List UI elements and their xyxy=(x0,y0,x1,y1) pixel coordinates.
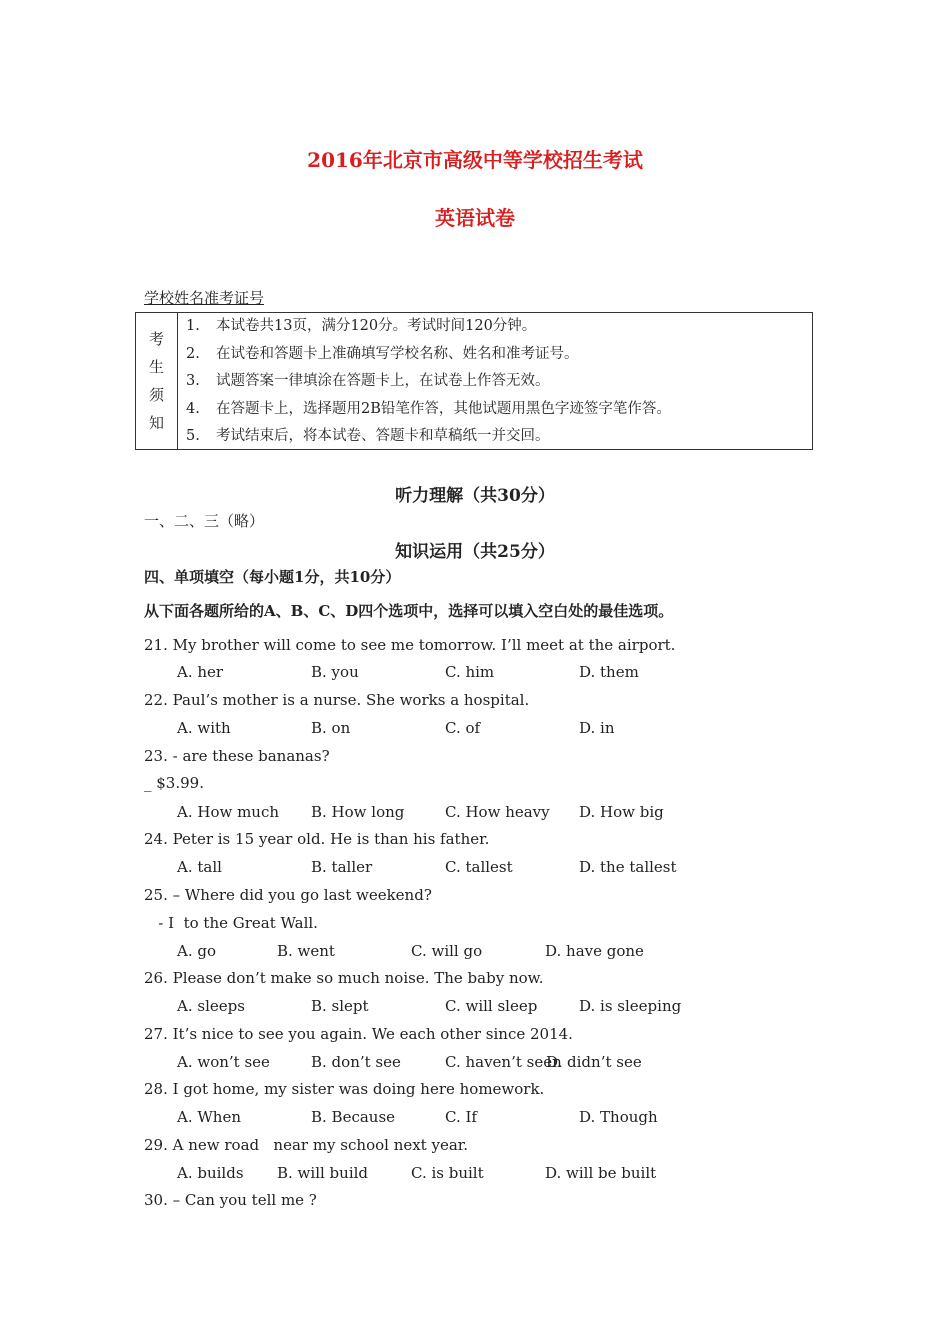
notice-item-number: 5. xyxy=(186,428,200,445)
option: B. went xyxy=(277,942,335,960)
option: A. builds xyxy=(177,1164,244,1182)
option: D. How big xyxy=(579,803,664,821)
exam-title: 2016年北京市高级中等学校招生考试 xyxy=(307,148,643,172)
question-stem-line: _ $3.99. xyxy=(144,774,204,792)
question-stem: 26. Please don’t make so much noise. The baby now. xyxy=(144,969,544,987)
instruction-text: 从下面各题所给的A、B、C、D四个选项中，选择可以填入空白处的最佳选项。 xyxy=(144,602,674,620)
option: D. will be built xyxy=(545,1164,657,1182)
question-stem: 30. – Can you tell me ? xyxy=(144,1191,317,1209)
question-stem: 21. My brother will come to see me tomorrow. I’ll meet at the airport. xyxy=(144,636,676,654)
option: D. have gone xyxy=(545,942,644,960)
option: B. don’t see xyxy=(311,1053,401,1071)
option: C. tallest xyxy=(445,858,513,876)
option: C. How heavy xyxy=(445,803,550,821)
notice-item xyxy=(186,341,808,369)
notice-item-number: 1. xyxy=(186,318,200,334)
question-stem-line: - I to the Great Wall. xyxy=(144,914,318,932)
part-heading: 四、单项填空（每小题1分，共10分） xyxy=(144,568,401,586)
option: A. sleeps xyxy=(177,997,245,1015)
question-stem: 22. Paul’s mother is a nurse. She works a hospital. xyxy=(144,691,530,709)
option: B. taller xyxy=(311,858,373,876)
notice-item-text: 本试卷共13页，满分120分。考试时间120分钟。 xyxy=(216,318,537,334)
notice-item xyxy=(186,313,808,341)
option: C. him xyxy=(445,663,495,681)
notice-heading xyxy=(136,313,178,449)
option: A. How much xyxy=(177,803,280,821)
notice-heading-char: 生 xyxy=(148,358,164,376)
exam-subtitle: 英语试卷 xyxy=(435,206,515,230)
listening-note: 一、二、三（略） xyxy=(144,512,265,530)
school-name-id-line: 学校姓名准考证号 xyxy=(144,289,265,307)
notice-item xyxy=(186,368,808,396)
notice-item-text: 试题答案一律填涂在答题卡上，在试卷上作答无效。 xyxy=(216,373,550,390)
option: A. with xyxy=(177,719,231,737)
option: A. won’t see xyxy=(177,1053,270,1071)
option: D. is sleeping xyxy=(579,997,682,1015)
option: A. tall xyxy=(177,858,222,876)
notice-item-number: 2. xyxy=(186,345,200,362)
option: A. her xyxy=(177,663,224,681)
option: D. in xyxy=(579,719,615,737)
option: B. will build xyxy=(277,1164,369,1182)
option: C. will sleep xyxy=(445,997,538,1015)
notice-item-text: 考试结束后，将本试卷、答题卡和草稿纸一并交回。 xyxy=(216,428,550,445)
option: D. didn’t see xyxy=(546,1053,642,1071)
notice-item-number: 3. xyxy=(186,373,200,390)
notice-list xyxy=(186,313,808,451)
listening-heading: 听力理解（共30分） xyxy=(395,486,555,506)
question-stem: 29. A new road near my school next year. xyxy=(144,1136,469,1154)
notice-heading-char: 考 xyxy=(148,330,164,348)
option: B. you xyxy=(311,663,359,681)
notice-heading-char: 知 xyxy=(148,414,164,432)
notice-item xyxy=(186,423,808,451)
notice-item xyxy=(186,396,808,424)
option: C. If xyxy=(445,1108,477,1126)
notice-item-text: 在试卷和答题卡上准确填写学校名称、姓名和准考证号。 xyxy=(216,345,579,362)
option: C. of xyxy=(445,719,481,737)
notice-item-number: 4. xyxy=(186,400,200,417)
option: B. Because xyxy=(311,1108,396,1126)
option: C. haven’t seen xyxy=(445,1053,562,1071)
option: D. Though xyxy=(579,1108,658,1126)
notice-heading-char: 须 xyxy=(148,386,164,404)
option: A. When xyxy=(177,1108,241,1126)
option: B. on xyxy=(311,719,351,737)
option: B. slept xyxy=(311,997,369,1015)
question-stem: 23. - are these bananas? xyxy=(144,747,330,765)
question-stem: 25. – Where did you go last weekend? xyxy=(144,886,432,904)
question-stem: 28. I got home, my sister was doing here homework. xyxy=(144,1080,545,1098)
candidate-notice-box xyxy=(135,312,813,450)
knowledge-heading: 知识运用（共25分） xyxy=(395,542,555,562)
option: A. go xyxy=(177,942,217,960)
option: B. How long xyxy=(311,803,405,821)
question-stem: 27. It’s nice to see you again. We each other since 2014. xyxy=(144,1025,573,1043)
option: D. the tallest xyxy=(579,858,677,876)
option: D. them xyxy=(579,663,639,681)
option: C. is built xyxy=(411,1164,484,1182)
option: C. will go xyxy=(411,942,483,960)
notice-item-text: 在答题卡上，选择题用2B铅笔作答，其他试题用黑色字迹签字笔作答。 xyxy=(216,400,671,417)
question-stem: 24. Peter is 15 year old. He is than his father. xyxy=(144,830,490,848)
